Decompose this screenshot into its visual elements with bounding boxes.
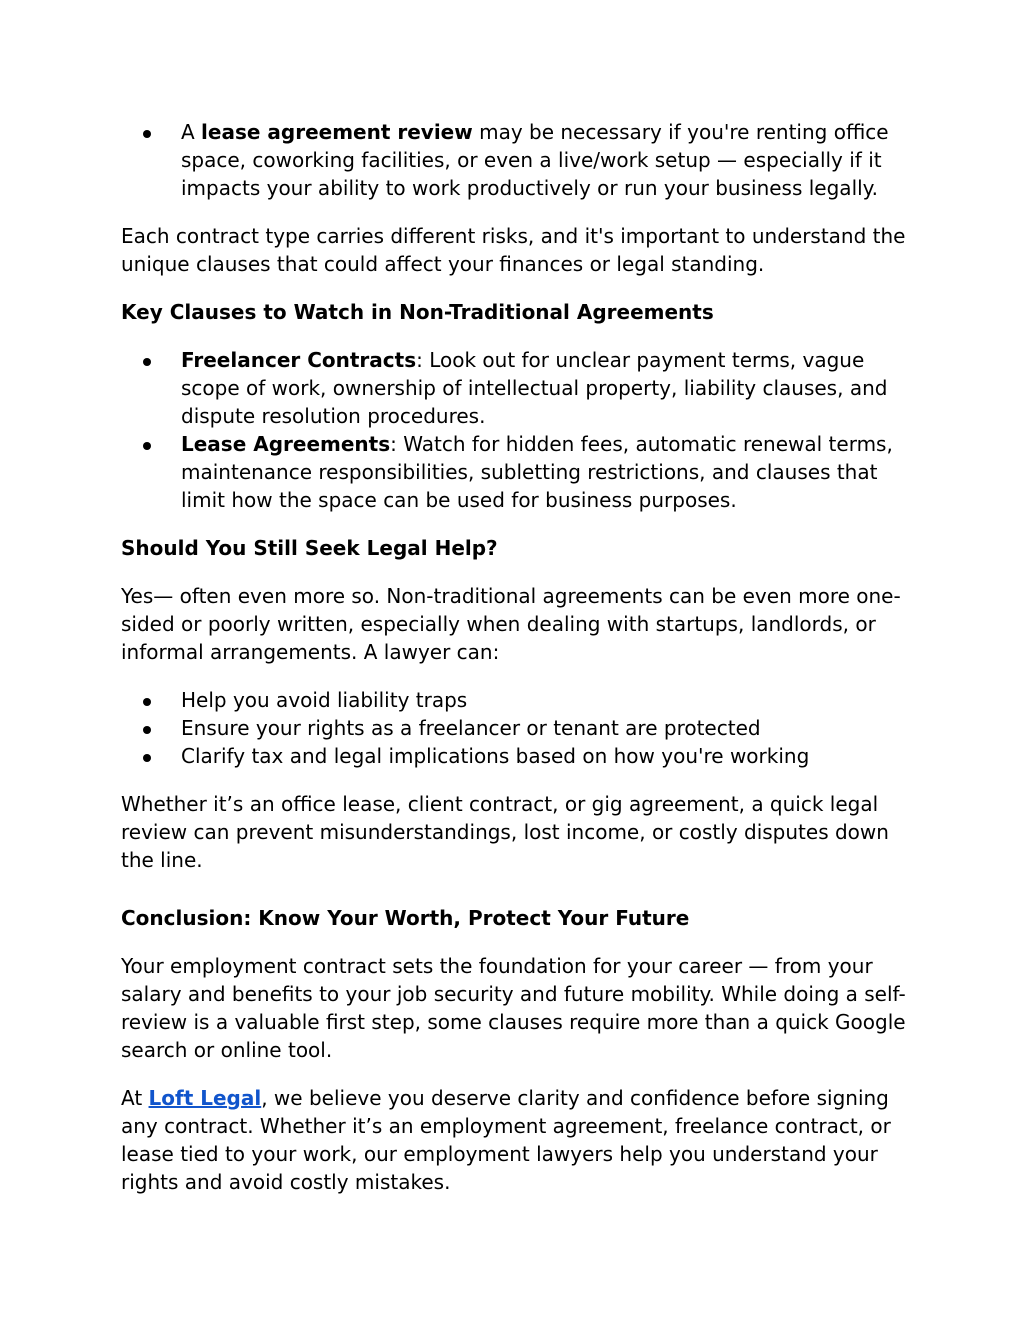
paragraph-loft-legal bbox=[121, 1084, 911, 1196]
list-item-text: : Look out for unclear payment terms, vague scope of work, ownership of intellectual property, liability clauses, and dispute resolution procedures. bbox=[181, 348, 888, 428]
heading-conclusion: Conclusion: Know Your Worth, Protect Your Future bbox=[121, 906, 690, 930]
list-item-text: Ensure your rights as a freelancer or tenant are protected bbox=[181, 716, 761, 740]
list-item bbox=[121, 714, 911, 742]
list-item-prefix: A bbox=[181, 120, 202, 144]
bullet-icon bbox=[143, 698, 151, 706]
bullet-icon bbox=[143, 358, 151, 366]
list-item-text: Clarify tax and legal implications based on how you're working bbox=[181, 744, 810, 768]
document-page bbox=[121, 118, 911, 1196]
list-item-term: Lease Agreements bbox=[181, 432, 391, 456]
list-item bbox=[121, 118, 911, 202]
list-item-term: Freelancer Contracts bbox=[181, 348, 417, 372]
paragraph-contract-risks: Each contract type carries different risks, and it's important to understand the unique clauses that could affect your finances or legal standing. bbox=[121, 224, 906, 276]
list-item-text: may be necessary if you're renting office space, coworking facilities, or even a live/work setup — especially if it impacts your ability to work productively or run your business legally. bbox=[181, 120, 889, 200]
lawyer-can-list bbox=[121, 686, 911, 770]
bullet-icon bbox=[143, 442, 151, 450]
paragraph-foundation: Your employment contract sets the foundation for your career — from your salary and benefits to your job security and future mobility. While doing a self-review is a valuable first step, some clauses require more than a quick Google search or online tool. bbox=[121, 954, 906, 1062]
list-item-text: : Watch for hidden fees, automatic renewal terms, maintenance responsibilities, subletting restrictions, and clauses that limit how the space can be used for business purposes. bbox=[181, 432, 893, 512]
paragraph-prefix: At bbox=[121, 1086, 149, 1110]
heading-key-clauses: Key Clauses to Watch in Non-Traditional Agreements bbox=[121, 300, 714, 324]
bullet-icon bbox=[143, 726, 151, 734]
list-item-freelancer-contracts bbox=[121, 346, 911, 430]
loft-legal-link[interactable]: Loft Legal bbox=[148, 1086, 262, 1110]
list-item-text: Help you avoid liability traps bbox=[181, 688, 468, 712]
list-item bbox=[121, 686, 911, 714]
key-clauses-list bbox=[121, 346, 911, 514]
paragraph-whether: Whether it’s an office lease, client contract, or gig agreement, a quick legal review can prevent misunderstandings, lost income, or costly disputes down the line. bbox=[121, 792, 889, 872]
list-item-lease-agreements bbox=[121, 430, 911, 514]
bullet-icon bbox=[143, 130, 151, 138]
paragraph-text: , we believe you deserve clarity and confidence before signing any contract. Whether it’s an employment agreement, freelance contract, or lease tied to your work, our employment lawyers help you understand your rights and avoid costly mistakes. bbox=[121, 1086, 891, 1194]
bullet-icon bbox=[143, 754, 151, 762]
intro-bullet-list bbox=[121, 118, 911, 202]
paragraph-yes: Yes— often even more so. Non-traditional agreements can be even more one-sided or poorly written, especially when dealing with startups, landlords, or informal arrangements. A lawyer can: bbox=[121, 584, 901, 664]
list-item bbox=[121, 742, 911, 770]
heading-legal-help: Should You Still Seek Legal Help? bbox=[121, 536, 498, 560]
list-item-bold-term: lease agreement review bbox=[201, 120, 473, 144]
